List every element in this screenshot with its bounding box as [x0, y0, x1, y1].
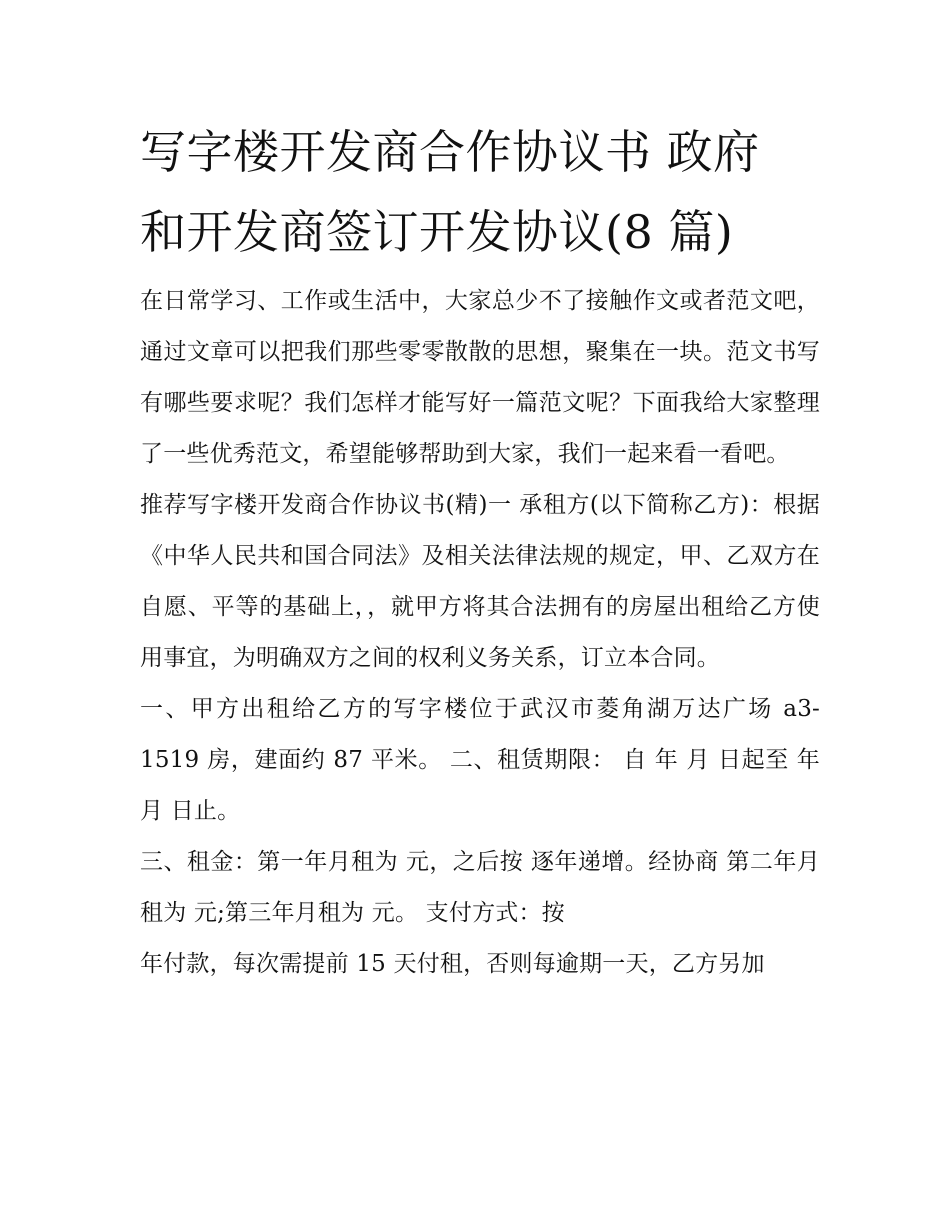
- paragraph-intro: 在日常学习、工作或生活中，大家总少不了接触作文或者范文吧，通过文章可以把我们那些零零散散的思想，聚集在一块。范文书写有哪些要求呢？我们怎样才能写好一篇范文呢？下面我给大家整理了一些优秀范文，希望能够帮助到大家，我们一起来看一看吧。: [140, 288, 820, 467]
- title-line-2: 和开发商签订开发协议(8 篇): [140, 205, 734, 259]
- paragraph-clause-3: 三、租金：第一年月租为 元，之后按 逐年递增。经协商 第二年月租为 元;第三年月租为 元。 支付方式：按: [140, 849, 820, 926]
- title-line-1: 写字楼开发商合作协议书 政府: [140, 125, 760, 179]
- paragraph-clause-1-2: 一、甲方出租给乙方的写字楼位于武汉市菱角湖万达广场 a3-1519 房，建面约 87 平米。 二、租赁期限： 自 年 月 日起至 年 月 日止。: [140, 696, 820, 824]
- document-body: [140, 276, 820, 990]
- document-title: [140, 112, 820, 272]
- paragraph-contract-preamble: 推荐写字楼开发商合作协议书(精)一 承租方(以下简称乙方)：根据《中华人民共和国合同法》及相关法律法规的规定，甲、乙双方在自愿、平等的基础上，，就甲方将其合法拥有的房屋出租给乙方使用事宜，为明确双方之间的权利义务关系，订立本合同。: [140, 492, 820, 671]
- paragraph-payment: 年付款，每次需提前 15 天付租，否则每逾期一天，乙方另加: [140, 951, 765, 977]
